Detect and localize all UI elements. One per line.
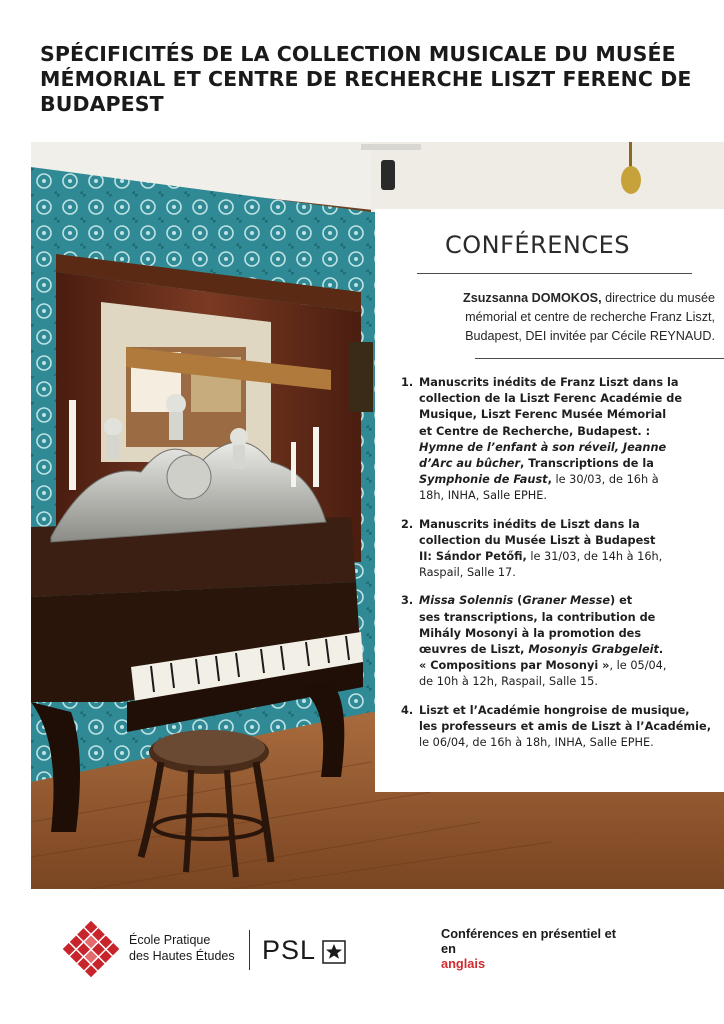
heading-divider xyxy=(417,273,692,274)
conference-list xyxy=(401,375,711,763)
psl-star-icon xyxy=(322,940,346,964)
speaker-institution: mémorial et centre de recherche Franz Liszt, xyxy=(465,310,715,324)
item-text: et Centre de Recherche, Budapest. : xyxy=(419,424,651,438)
psl-wordmark: PSL xyxy=(262,935,317,965)
item-text: Graner Messe xyxy=(522,594,611,608)
item-text: Musique, Liszt Ferenc Musée Mémorial xyxy=(419,408,667,422)
footer-divider xyxy=(249,930,250,970)
school-name-line-1: École Pratique xyxy=(129,933,211,947)
item-text: d’Arc au bûcher xyxy=(419,457,521,471)
mode-line-2: en xyxy=(441,941,456,956)
conference-item-4 xyxy=(401,703,711,752)
conference-item-1 xyxy=(401,375,711,505)
item-text: œuvres de Liszt, xyxy=(419,643,529,657)
item-number: 4. xyxy=(401,703,414,717)
school-name xyxy=(129,932,235,964)
item-text: , xyxy=(547,473,552,487)
item-text: Mosonyis Grabgeleit xyxy=(528,643,659,657)
speaker-info xyxy=(397,289,715,346)
speaker-divider xyxy=(475,358,724,359)
item-text: Hymne de l’enfant à son réveil, Jeanne xyxy=(419,440,667,454)
item-number: 3. xyxy=(401,594,414,608)
mode-line-1: Conférences en présentiel et xyxy=(441,926,616,941)
item-text: ) et xyxy=(610,594,633,608)
speaker-invitation: Budapest, DEI invitée par Cécile REYNAUD. xyxy=(465,329,715,343)
conference-item-3 xyxy=(401,593,711,690)
item-text: II: Sándor Petőfi, xyxy=(419,550,527,564)
attendance-mode xyxy=(441,926,616,971)
speaker-role: directrice du musée xyxy=(601,291,715,305)
panel-heading: CONFÉRENCES xyxy=(445,231,631,259)
item-text: les professeurs et amis de Liszt à l’Académie, xyxy=(419,719,711,733)
title-line-1: SPÉCIFICITÉS DE LA COLLECTION MUSICALE DU MUSÉE xyxy=(40,42,676,66)
item-date: 18h, INHA, Salle EPHE. xyxy=(419,489,547,503)
item-text: Missa Solennis xyxy=(419,594,514,608)
item-number: 1. xyxy=(401,376,414,389)
item-text: collection de la Liszt Ferenc Académie de xyxy=(419,392,683,406)
item-text: ( xyxy=(513,594,523,608)
language-highlight: anglais xyxy=(441,956,486,971)
item-text: ses transcriptions, la contribution de xyxy=(419,610,656,624)
item-number: 2. xyxy=(401,517,414,531)
item-text: Symphonie de Faust xyxy=(419,473,548,487)
item-date: Raspail, Salle 17. xyxy=(419,566,516,580)
item-date: de 10h à 12h, Raspail, Salle 15. xyxy=(419,675,598,689)
item-text: « Compositions par Mosonyi » xyxy=(419,659,610,673)
conference-item-2 xyxy=(401,517,711,582)
item-text: . xyxy=(658,643,664,657)
item-date: le 06/04, de 16h à 18h, INHA, Salle EPHE. xyxy=(419,736,654,750)
ephe-diamond-logo xyxy=(62,920,120,978)
title-line-2: MÉMORIAL ET CENTRE DE RECHERCHE LISZT FERENC DE xyxy=(40,67,692,91)
item-text: collection du Musée Liszt à Budapest xyxy=(419,533,656,547)
speaker-name: Zsuzsanna DOMOKOS, xyxy=(463,291,602,305)
conference-panel xyxy=(375,209,724,792)
item-text: Manuscrits inédits de Liszt dans la xyxy=(419,517,640,531)
school-name-line-2: des Hautes Études xyxy=(129,949,235,963)
item-text: , Transcriptions de la xyxy=(520,457,654,471)
item-date: , le 05/04, xyxy=(609,659,667,673)
title-line-3: BUDAPEST xyxy=(40,92,164,116)
item-date: le 30/03, de 16h à xyxy=(551,473,659,487)
item-text: Manuscrits inédits de Franz Liszt dans la xyxy=(419,376,679,389)
item-text: Liszt et l’Académie hongroise de musique, xyxy=(419,703,690,717)
page-title xyxy=(40,42,700,117)
item-date: le 31/03, de 14h à 16h, xyxy=(526,550,663,564)
item-text: Mihály Mosonyi à la promotion des xyxy=(419,626,642,640)
